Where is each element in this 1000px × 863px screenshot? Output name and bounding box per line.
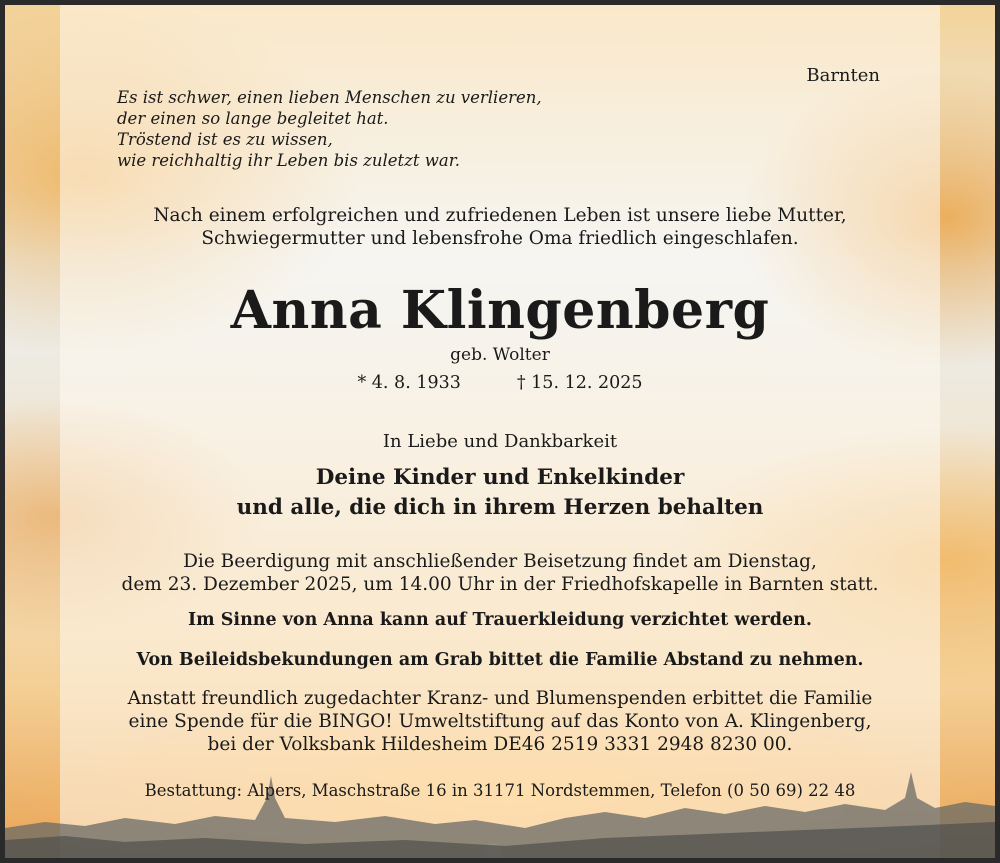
deceased-name: Anna Klingenberg — [230, 280, 770, 341]
obituary-notice — [5, 5, 995, 858]
undertaker-info: Bestattung: Alpers, Maschstraße 16 in 31171 Nordstemmen, Telefon (0 50 69) 22 48 — [144, 781, 856, 800]
mourners-line: Deine Kinder und Enkelkinder — [315, 465, 685, 490]
donation-line: eine Spende für die BINGO! Umweltstiftung auf das Konto von A. Klingenberg, — [128, 711, 872, 732]
birth-date: * 4. 8. 1933 — [357, 373, 461, 393]
condolence-note: Von Beileidsbekundungen am Grab bittet die Familie Abstand zu nehmen. — [136, 650, 864, 670]
death-date: † 15. 12. 2025 — [516, 373, 643, 393]
funeral-info — [5, 550, 995, 596]
funeral-line: dem 23. Dezember 2025, um 14.00 Uhr in der Friedhofskapelle in Barnten statt. — [121, 574, 879, 595]
donation-line: Anstatt freundlich zugedachter Kranz- und Blumenspenden erbittet die Familie — [127, 688, 873, 709]
love-line: In Liebe und Dankbarkeit — [382, 431, 618, 452]
poem-line: der einen so lange begleitet hat. — [117, 109, 389, 128]
funeral-line: Die Beerdigung mit anschließender Beisetzung findet am Dienstag, — [183, 551, 817, 572]
donation-line: bei der Volksbank Hildesheim DE46 2519 3331 2948 8230 00. — [207, 734, 793, 755]
poem-line: Es ist schwer, einen lieben Menschen zu verlieren, — [117, 88, 542, 107]
maiden-name: geb. Wolter — [450, 345, 550, 365]
clothing-note: Im Sinne von Anna kann auf Trauerkleidung verzichtet werden. — [188, 610, 812, 630]
mourners — [5, 463, 995, 523]
poem-line: Tröstend ist es zu wissen, — [117, 130, 333, 149]
intro-line: Schwiegermutter und lebensfrohe Oma friedlich eingeschlafen. — [201, 228, 799, 249]
poem-line: wie reichhaltig ihr Leben bis zuletzt war. — [117, 151, 461, 170]
donation-info — [5, 687, 995, 756]
place-name: Barnten — [806, 65, 880, 86]
mourners-line: und alle, die dich in ihrem Herzen behalten — [236, 495, 764, 520]
intro-text — [5, 204, 995, 250]
poem — [117, 87, 542, 171]
life-dates — [5, 373, 995, 393]
intro-line: Nach einem erfolgreichen und zufriedenen Leben ist unsere liebe Mutter, — [153, 205, 847, 226]
